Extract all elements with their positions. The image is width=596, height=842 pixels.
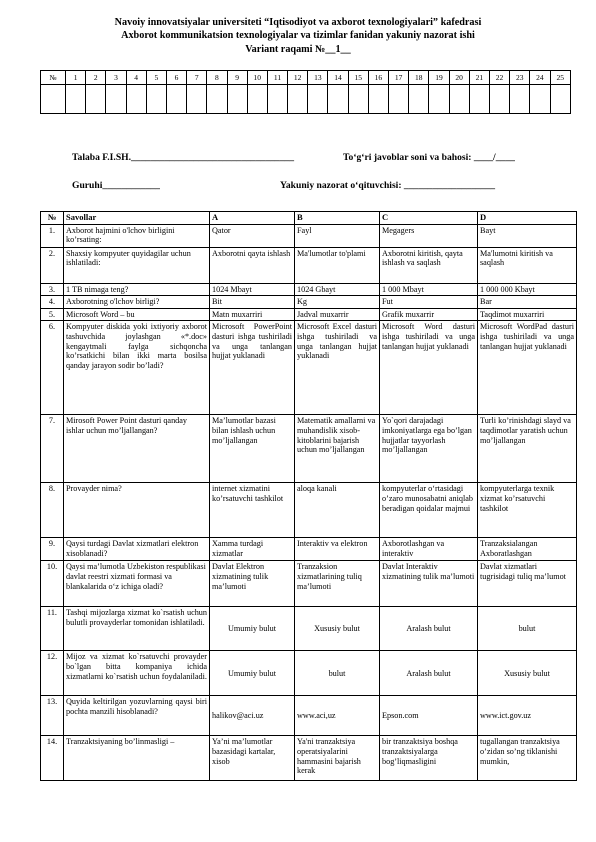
option-a: Ya’ni ma’lumotlar bazasidagi kartalar, xisob xyxy=(210,736,295,781)
question-text: Shaxsiy kompyuter quyidagilar uchun ishlatiladi: xyxy=(64,247,210,283)
option-a: Umumiy bulut xyxy=(210,651,295,696)
answer-cell[interactable] xyxy=(146,85,166,114)
option-a: halikov@aci.uz xyxy=(210,696,295,736)
university-heading: Navoiy innovatsiyalar universiteti “Iqtisodiyot va axborot texnologiyalari” kafedrasi xyxy=(114,17,482,28)
answer-grid xyxy=(40,70,571,114)
option-b: 1024 Gbayt xyxy=(295,283,380,296)
header-option-c: C xyxy=(380,212,478,225)
answer-grid-number: 14 xyxy=(328,71,348,85)
table-row xyxy=(41,561,577,607)
question-text: Mirosoft Power Point dasturi qanday ishlar uchun mo’ljallangan? xyxy=(64,415,210,483)
header-questions: Savollar xyxy=(64,212,210,225)
option-b: Fayl xyxy=(295,224,380,247)
option-b: Kg xyxy=(295,296,380,309)
answer-cell[interactable] xyxy=(550,85,571,114)
table-row xyxy=(41,736,577,781)
option-c: kompyuterlar o‘rtasidagi o’zaro munosabatni aniqlab beradigan qoidalar majmui xyxy=(380,483,478,538)
option-a: Ma’lumotlar bazasi bilan ishlash uchun mo’ljallangan xyxy=(210,415,295,483)
option-a: Davlat Elektron xizmatining tulik ma’lumoti xyxy=(210,561,295,607)
option-d: www.ict.gov.uz xyxy=(478,696,577,736)
answer-grid-number-row xyxy=(41,71,571,85)
option-d: Ma'lumotni kiritish va saqlash xyxy=(478,247,577,283)
answer-cell[interactable] xyxy=(227,85,247,114)
answer-cell[interactable] xyxy=(86,85,106,114)
answer-cell[interactable] xyxy=(409,85,429,114)
answer-grid-number: 20 xyxy=(449,71,469,85)
option-c: Fut xyxy=(380,296,478,309)
option-d: kompyuterlarga texnik xizmat ko’rsatuvchi tashkilot xyxy=(478,483,577,538)
option-d: 1 000 000 Kbayt xyxy=(478,283,577,296)
answer-cell[interactable] xyxy=(449,85,469,114)
answer-grid-number-header: № xyxy=(41,71,66,85)
answer-grid-blank-row xyxy=(41,85,571,114)
option-b: aloqa kanali xyxy=(295,483,380,538)
question-number: 5. xyxy=(41,308,64,321)
option-a: Matn muxarriri xyxy=(210,308,295,321)
question-number: 9. xyxy=(41,538,64,561)
answer-grid-number: 5 xyxy=(146,71,166,85)
answer-grid-number: 8 xyxy=(207,71,227,85)
answer-grid-number: 19 xyxy=(429,71,449,85)
answer-cell[interactable] xyxy=(207,85,227,114)
answer-cell[interactable] xyxy=(368,85,388,114)
answer-cell[interactable] xyxy=(267,85,287,114)
question-number: 1. xyxy=(41,224,64,247)
variant-number: Variant raqami №__1__ xyxy=(245,44,351,55)
option-c: Megagers xyxy=(380,224,478,247)
answer-cell[interactable] xyxy=(288,85,308,114)
answer-cell[interactable] xyxy=(510,85,530,114)
option-a: Xamma turdagi xizmatlar xyxy=(210,538,295,561)
option-b: Jadval muxarrir xyxy=(295,308,380,321)
answer-grid-number: 7 xyxy=(187,71,207,85)
option-b: Xususiy bulut xyxy=(295,607,380,651)
question-text: Axborotning o'lchov birligi? xyxy=(64,296,210,309)
option-b: Ma'lumotlar to'plami xyxy=(295,247,380,283)
option-a: 1024 Mbayt xyxy=(210,283,295,296)
option-d: Davlat xizmatlari tugrisidagi tuliq ma’lumot xyxy=(478,561,577,607)
option-c: Yo`qori darajadagi imkoniyatlarga ega bo’lgan hujjatlar tayyorlash mo’ljallangan xyxy=(380,415,478,483)
option-a: Qator xyxy=(210,224,295,247)
answer-cell[interactable] xyxy=(389,85,409,114)
answer-cell[interactable] xyxy=(328,85,348,114)
table-row xyxy=(41,483,577,538)
option-b: Ya'ni tranzaktsiya operatsiyalarini hammasini bajarish kerak xyxy=(295,736,380,781)
table-row xyxy=(41,224,577,247)
answer-grid-number: 17 xyxy=(389,71,409,85)
question-text: Microsoft Word – bu xyxy=(64,308,210,321)
question-text: Tashqi mijozlarga xizmat ko`rsatish uchun bulutli provayderlar tomonidan ishlatiladi. xyxy=(64,607,210,651)
answer-grid-number: 24 xyxy=(530,71,550,85)
answer-grid-number: 1 xyxy=(66,71,86,85)
header-number: № xyxy=(41,212,64,225)
option-d: bulut xyxy=(478,607,577,651)
option-c: Grafik muxarrir xyxy=(380,308,478,321)
answer-cell[interactable] xyxy=(429,85,449,114)
option-b: www.aci,uz xyxy=(295,696,380,736)
question-number: 8. xyxy=(41,483,64,538)
question-number: 10. xyxy=(41,561,64,607)
question-text: Qaysi ma’lumotla Uzbekiston respublikasi davlat reestri xizmati formasi va blankalarida o‘z ichiga oladi? xyxy=(64,561,210,607)
answer-cell[interactable] xyxy=(247,85,267,114)
answer-cell[interactable] xyxy=(106,85,126,114)
answer-grid-number: 18 xyxy=(409,71,429,85)
option-b: Tranzaksion xizmatlarining tuliq ma’lumoti xyxy=(295,561,380,607)
option-b: Interaktiv va elektron xyxy=(295,538,380,561)
answer-grid-number: 2 xyxy=(86,71,106,85)
option-d: Xususiy bulut xyxy=(478,651,577,696)
answer-grid-number: 4 xyxy=(126,71,146,85)
question-number: 7. xyxy=(41,415,64,483)
table-row xyxy=(41,651,577,696)
question-number: 6. xyxy=(41,321,64,415)
option-d: Taqdimot muxarriri xyxy=(478,308,577,321)
option-c: bir tranzaktsiya boshqa tranzaktsiyalarga bog’liqmasligini xyxy=(380,736,478,781)
option-d: Tranzaksialangan Axboratlashgan xyxy=(478,538,577,561)
option-a: Umumiy bulut xyxy=(210,607,295,651)
option-a: Microsoft PowerPoint dasturi ishga tushiriladi va unga tanlangan hujjat yuklanadi xyxy=(210,321,295,415)
answer-grid-number: 6 xyxy=(166,71,186,85)
answer-grid-number: 9 xyxy=(227,71,247,85)
option-a: Axborotni qayta ishlash xyxy=(210,247,295,283)
answer-grid-number: 13 xyxy=(308,71,328,85)
option-d: Turli ko’rinishdagi slayd va taqdimotlar yaratish uchun mo’ljallangan xyxy=(478,415,577,483)
option-c: Microsoft Word dasturi ishga tushiriladi va unga tanlangan hujjat yuklanadi xyxy=(380,321,478,415)
table-row xyxy=(41,538,577,561)
header-option-b: B xyxy=(295,212,380,225)
option-c: Epson.com xyxy=(380,696,478,736)
question-text: 1 TB nimaga teng? xyxy=(64,283,210,296)
option-c: Axborotni kiritish, qayta ishlash va saqlash xyxy=(380,247,478,283)
question-number: 14. xyxy=(41,736,64,781)
table-row xyxy=(41,283,577,296)
questions-table xyxy=(40,211,577,781)
answer-grid-number: 3 xyxy=(106,71,126,85)
answer-grid-number: 12 xyxy=(288,71,308,85)
table-row xyxy=(41,247,577,283)
option-c: Axborotlashgan va interaktiv xyxy=(380,538,478,561)
question-text: Tranzaktsiyaning bo’linmasligi – xyxy=(64,736,210,781)
score-field: To‘g‘ri javoblar soni va bahosi: ____/____ xyxy=(343,152,515,163)
answer-cell xyxy=(41,85,66,114)
answer-cell[interactable] xyxy=(126,85,146,114)
table-row xyxy=(41,296,577,309)
answer-cell[interactable] xyxy=(469,85,489,114)
teacher-field: Yakuniy nazorat o‘qituvchisi: ___________________ xyxy=(280,180,496,191)
answer-grid-number: 21 xyxy=(469,71,489,85)
answer-cell[interactable] xyxy=(489,85,509,114)
group-field: Guruhi____________ xyxy=(72,180,160,191)
answer-cell[interactable] xyxy=(530,85,550,114)
table-row xyxy=(41,415,577,483)
option-c: Aralash bulut xyxy=(380,607,478,651)
header-option-d: D xyxy=(478,212,577,225)
answer-grid-number: 23 xyxy=(510,71,530,85)
answer-cell[interactable] xyxy=(187,85,207,114)
table-header-row xyxy=(41,212,577,225)
answer-grid-number: 22 xyxy=(489,71,509,85)
answer-grid-number: 25 xyxy=(550,71,571,85)
option-c: Davlat Interaktiv xizmatining tulik ma’lumoti xyxy=(380,561,478,607)
option-b: Matematik amallarni va muhandislik xisob-kitoblarini bajarish uchun mo’ljallangan xyxy=(295,415,380,483)
option-d: Microsoft WordPad dasturi ishga tushiriladi va unga tanlangan hujjat yuklanadi xyxy=(478,321,577,415)
table-row xyxy=(41,607,577,651)
option-a: Bit xyxy=(210,296,295,309)
table-row xyxy=(41,308,577,321)
option-b: bulut xyxy=(295,651,380,696)
option-c: Aralash bulut xyxy=(380,651,478,696)
answer-cell[interactable] xyxy=(348,85,368,114)
question-text: Quyida keltirilgan yozuvlarning qaysi biri pochta manzili hisoblanadi? xyxy=(64,696,210,736)
answer-grid-number: 15 xyxy=(348,71,368,85)
question-number: 2. xyxy=(41,247,64,283)
option-d: Bayt xyxy=(478,224,577,247)
option-d: Bar xyxy=(478,296,577,309)
question-text: Mijoz va xizmat ko`rsatuvchi provayder bo`lgan bitta kompaniya ichida xizmatlarni ko`rsatish uchun foydalaniladi. xyxy=(64,651,210,696)
question-number: 11. xyxy=(41,607,64,651)
answer-grid-number: 16 xyxy=(368,71,388,85)
option-b: Microsoft Excel dasturi ishga tushiriladi va unga tanlangan hujjat yuklanadi xyxy=(295,321,380,415)
student-name-field: Talaba F.I.SH.__________________________________ xyxy=(72,152,295,163)
header-option-a: A xyxy=(210,212,295,225)
question-text: Axborot hajmini o'lchov birligini ko’rsating: xyxy=(64,224,210,247)
answer-grid-number: 10 xyxy=(247,71,267,85)
option-c: 1 000 Mbayt xyxy=(380,283,478,296)
question-text: Qaysi turdagi Davlat xizmatlari elektron xisoblanadi? xyxy=(64,538,210,561)
question-number: 13. xyxy=(41,696,64,736)
table-row xyxy=(41,321,577,415)
answer-cell[interactable] xyxy=(166,85,186,114)
question-text: Kompyuter diskida yoki ixtiyoriy axborot tashuvchida joylashgan «*.doc» kengaytmali faylga sichqoncha ko’rsatkichi bilan ikki marta bosilsa qanday jarayon sodir bo’ladi? xyxy=(64,321,210,415)
exam-title: Axborot kommunikatsion texnologiyalar va tizimlar fanidan yakuniy nazorat ishi xyxy=(121,30,475,41)
answer-cell[interactable] xyxy=(66,85,86,114)
question-text: Provayder nima? xyxy=(64,483,210,538)
question-number: 4. xyxy=(41,296,64,309)
answer-cell[interactable] xyxy=(308,85,328,114)
table-row xyxy=(41,696,577,736)
question-number: 3. xyxy=(41,283,64,296)
option-a: internet xizmatini ko’rsatuvchi tashkilot xyxy=(210,483,295,538)
option-d: tugallangan tranzaktsiya o’zidan so’ng tiklanishi mumkin, xyxy=(478,736,577,781)
question-number: 12. xyxy=(41,651,64,696)
answer-grid-number: 11 xyxy=(267,71,287,85)
